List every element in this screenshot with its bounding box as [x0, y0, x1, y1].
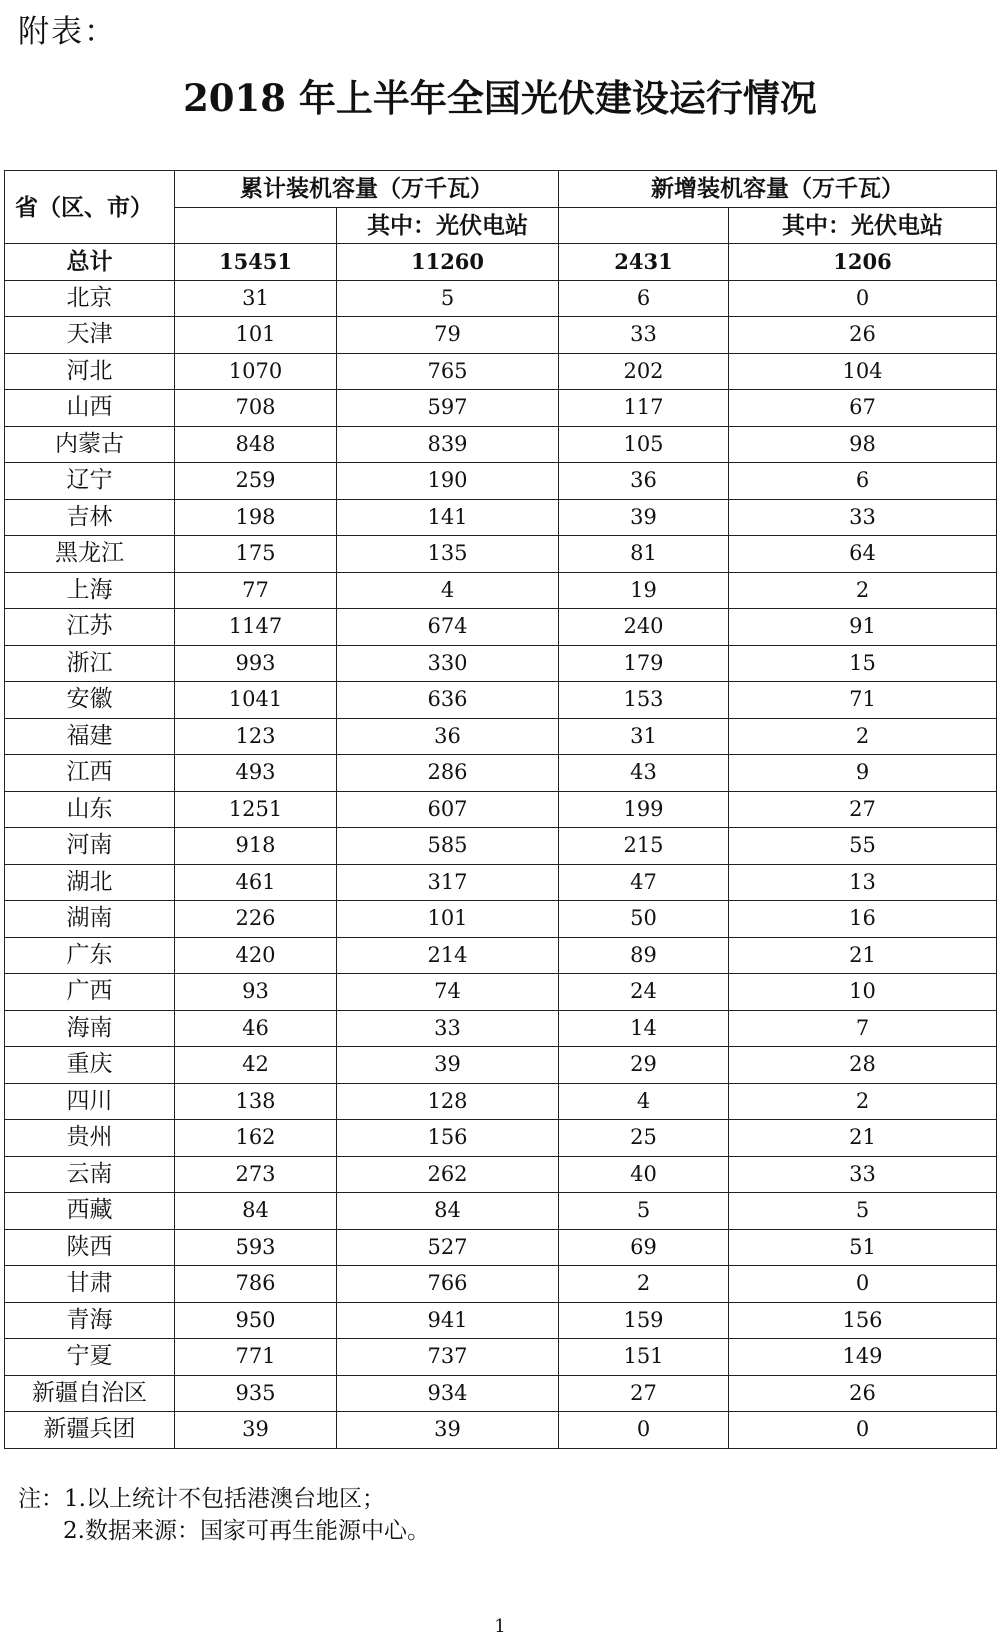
cumulative-pv-station: 585	[337, 828, 559, 865]
new-pv-station: 0	[729, 1412, 997, 1449]
cumulative-pv-station: 765	[337, 353, 559, 390]
table-row	[5, 901, 997, 938]
new-pv-station: 15	[729, 645, 997, 682]
new-capacity: 69	[559, 1229, 729, 1266]
table-row	[5, 791, 997, 828]
new-pv-station: 0	[729, 1266, 997, 1303]
subheader-blank-new	[559, 207, 729, 244]
cumulative-capacity: 593	[175, 1229, 337, 1266]
table-row	[5, 536, 997, 573]
province-name: 福建	[5, 718, 175, 755]
table-row	[5, 1193, 997, 1230]
province-name: 四川	[5, 1083, 175, 1120]
cumulative-pv-station: 330	[337, 645, 559, 682]
table-row	[5, 1375, 997, 1412]
province-name: 湖北	[5, 864, 175, 901]
new-capacity: 36	[559, 463, 729, 500]
cumulative-capacity: 950	[175, 1302, 337, 1339]
province-name: 内蒙古	[5, 426, 175, 463]
cumulative-pv-station: 74	[337, 974, 559, 1011]
table-row	[5, 645, 997, 682]
table-row	[5, 718, 997, 755]
cumulative-pv-station: 128	[337, 1083, 559, 1120]
cumulative-capacity: 708	[175, 390, 337, 427]
table-row	[5, 1266, 997, 1303]
new-capacity: 14	[559, 1010, 729, 1047]
total-new: 2431	[559, 244, 729, 281]
province-name: 黑龙江	[5, 536, 175, 573]
table-row	[5, 1047, 997, 1084]
new-capacity: 40	[559, 1156, 729, 1193]
table-row	[5, 937, 997, 974]
cumulative-capacity: 1251	[175, 791, 337, 828]
cumulative-pv-station: 286	[337, 755, 559, 792]
header-new: 新增装机容量（万千瓦）	[559, 171, 997, 208]
cumulative-capacity: 42	[175, 1047, 337, 1084]
table-row	[5, 353, 997, 390]
cumulative-capacity: 93	[175, 974, 337, 1011]
new-capacity: 50	[559, 901, 729, 938]
cumulative-capacity: 123	[175, 718, 337, 755]
cumulative-capacity: 918	[175, 828, 337, 865]
new-capacity: 117	[559, 390, 729, 427]
header-cumulative: 累计装机容量（万千瓦）	[175, 171, 559, 208]
new-capacity: 5	[559, 1193, 729, 1230]
province-name: 陕西	[5, 1229, 175, 1266]
province-name: 上海	[5, 572, 175, 609]
new-pv-station: 13	[729, 864, 997, 901]
cumulative-capacity: 461	[175, 864, 337, 901]
new-pv-station: 9	[729, 755, 997, 792]
cumulative-capacity: 848	[175, 426, 337, 463]
cumulative-capacity: 1041	[175, 682, 337, 719]
new-capacity: 4	[559, 1083, 729, 1120]
province-name: 吉林	[5, 499, 175, 536]
subheader-pv-station-new: 其中：光伏电站	[729, 207, 997, 244]
cumulative-capacity: 162	[175, 1120, 337, 1157]
new-pv-station: 64	[729, 536, 997, 573]
cumulative-capacity: 1147	[175, 609, 337, 646]
new-pv-station: 55	[729, 828, 997, 865]
table-row	[5, 1120, 997, 1157]
province-name: 甘肃	[5, 1266, 175, 1303]
cumulative-pv-station: 597	[337, 390, 559, 427]
new-capacity: 43	[559, 755, 729, 792]
cumulative-capacity: 77	[175, 572, 337, 609]
cumulative-pv-station: 84	[337, 1193, 559, 1230]
new-pv-station: 2	[729, 718, 997, 755]
cumulative-capacity: 101	[175, 317, 337, 354]
cumulative-pv-station: 39	[337, 1412, 559, 1449]
new-pv-station: 26	[729, 1375, 997, 1412]
table-row	[5, 1229, 997, 1266]
table-row	[5, 1302, 997, 1339]
new-capacity: 179	[559, 645, 729, 682]
cumulative-pv-station: 214	[337, 937, 559, 974]
pv-capacity-table	[4, 170, 997, 1449]
footnote-2: 2.数据来源：国家可再生能源中心。	[63, 1518, 430, 1544]
cumulative-capacity: 993	[175, 645, 337, 682]
new-pv-station: 5	[729, 1193, 997, 1230]
cumulative-capacity: 84	[175, 1193, 337, 1230]
province-name: 安徽	[5, 682, 175, 719]
subheader-blank-cumulative	[175, 207, 337, 244]
table-header-row	[5, 171, 997, 208]
cumulative-pv-station: 674	[337, 609, 559, 646]
cumulative-pv-station: 36	[337, 718, 559, 755]
new-pv-station: 0	[729, 280, 997, 317]
table-row	[5, 828, 997, 865]
new-capacity: 6	[559, 280, 729, 317]
cumulative-capacity: 786	[175, 1266, 337, 1303]
cumulative-pv-station: 5	[337, 280, 559, 317]
table-row	[5, 1339, 997, 1376]
cumulative-capacity: 259	[175, 463, 337, 500]
province-name: 山西	[5, 390, 175, 427]
table-row	[5, 682, 997, 719]
province-name: 青海	[5, 1302, 175, 1339]
cumulative-pv-station: 156	[337, 1120, 559, 1157]
cumulative-capacity: 420	[175, 937, 337, 974]
new-pv-station: 21	[729, 1120, 997, 1157]
new-capacity: 215	[559, 828, 729, 865]
new-capacity: 81	[559, 536, 729, 573]
cumulative-capacity: 138	[175, 1083, 337, 1120]
new-capacity: 19	[559, 572, 729, 609]
table-row	[5, 864, 997, 901]
cumulative-capacity: 273	[175, 1156, 337, 1193]
province-name: 江西	[5, 755, 175, 792]
cumulative-pv-station: 33	[337, 1010, 559, 1047]
new-capacity: 0	[559, 1412, 729, 1449]
cumulative-pv-station: 934	[337, 1375, 559, 1412]
total-cumulative-pv: 11260	[337, 244, 559, 281]
table-row	[5, 280, 997, 317]
cumulative-pv-station: 527	[337, 1229, 559, 1266]
page-title: 2018 年上半年全国光伏建设运行情况	[183, 76, 817, 120]
cumulative-capacity: 175	[175, 536, 337, 573]
table-row	[5, 1010, 997, 1047]
new-pv-station: 28	[729, 1047, 997, 1084]
total-cumulative: 15451	[175, 244, 337, 281]
table-row	[5, 463, 997, 500]
cumulative-pv-station: 317	[337, 864, 559, 901]
new-capacity: 39	[559, 499, 729, 536]
province-name: 浙江	[5, 645, 175, 682]
new-capacity: 240	[559, 609, 729, 646]
cumulative-pv-station: 190	[337, 463, 559, 500]
cumulative-capacity: 31	[175, 280, 337, 317]
table-row	[5, 609, 997, 646]
total-label: 总计	[5, 244, 175, 281]
cumulative-capacity: 1070	[175, 353, 337, 390]
cumulative-capacity: 46	[175, 1010, 337, 1047]
new-pv-station: 27	[729, 791, 997, 828]
new-pv-station: 91	[729, 609, 997, 646]
subheader-pv-station-cumulative: 其中：光伏电站	[337, 207, 559, 244]
new-pv-station: 33	[729, 1156, 997, 1193]
cumulative-pv-station: 766	[337, 1266, 559, 1303]
new-capacity: 27	[559, 1375, 729, 1412]
new-pv-station: 16	[729, 901, 997, 938]
page-number: 1	[494, 1616, 506, 1637]
attachment-label: 附表：	[18, 14, 117, 50]
new-capacity: 159	[559, 1302, 729, 1339]
new-pv-station: 2	[729, 1083, 997, 1120]
table-row-total	[5, 244, 997, 281]
province-name: 新疆兵团	[5, 1412, 175, 1449]
table-row	[5, 1083, 997, 1120]
province-name: 宁夏	[5, 1339, 175, 1376]
cumulative-pv-station: 141	[337, 499, 559, 536]
province-name: 海南	[5, 1010, 175, 1047]
new-capacity: 25	[559, 1120, 729, 1157]
new-capacity: 29	[559, 1047, 729, 1084]
new-pv-station: 149	[729, 1339, 997, 1376]
new-capacity: 31	[559, 718, 729, 755]
new-pv-station: 98	[729, 426, 997, 463]
new-pv-station: 26	[729, 317, 997, 354]
new-pv-station: 6	[729, 463, 997, 500]
province-name: 贵州	[5, 1120, 175, 1157]
new-pv-station: 10	[729, 974, 997, 1011]
cumulative-pv-station: 262	[337, 1156, 559, 1193]
footnotes	[18, 1483, 430, 1547]
cumulative-pv-station: 607	[337, 791, 559, 828]
province-name: 广东	[5, 937, 175, 974]
province-name: 重庆	[5, 1047, 175, 1084]
table-row	[5, 974, 997, 1011]
cumulative-capacity: 771	[175, 1339, 337, 1376]
province-name: 天津	[5, 317, 175, 354]
province-name: 山东	[5, 791, 175, 828]
new-capacity: 199	[559, 791, 729, 828]
new-pv-station: 71	[729, 682, 997, 719]
cumulative-pv-station: 39	[337, 1047, 559, 1084]
new-capacity: 89	[559, 937, 729, 974]
province-name: 辽宁	[5, 463, 175, 500]
new-capacity: 24	[559, 974, 729, 1011]
new-pv-station: 67	[729, 390, 997, 427]
cumulative-pv-station: 101	[337, 901, 559, 938]
new-pv-station: 51	[729, 1229, 997, 1266]
cumulative-pv-station: 941	[337, 1302, 559, 1339]
province-name: 新疆自治区	[5, 1375, 175, 1412]
province-name: 云南	[5, 1156, 175, 1193]
header-region: 省（区、市）	[5, 171, 175, 244]
province-name: 湖南	[5, 901, 175, 938]
cumulative-pv-station: 135	[337, 536, 559, 573]
new-pv-station: 7	[729, 1010, 997, 1047]
new-capacity: 2	[559, 1266, 729, 1303]
table-row	[5, 499, 997, 536]
province-name: 河北	[5, 353, 175, 390]
new-pv-station: 104	[729, 353, 997, 390]
new-capacity: 202	[559, 353, 729, 390]
table-row	[5, 1156, 997, 1193]
cumulative-capacity: 198	[175, 499, 337, 536]
new-pv-station: 156	[729, 1302, 997, 1339]
new-capacity: 33	[559, 317, 729, 354]
cumulative-pv-station: 4	[337, 572, 559, 609]
new-capacity: 153	[559, 682, 729, 719]
cumulative-pv-station: 636	[337, 682, 559, 719]
cumulative-capacity: 39	[175, 1412, 337, 1449]
cumulative-capacity: 935	[175, 1375, 337, 1412]
new-pv-station: 2	[729, 572, 997, 609]
table-row	[5, 317, 997, 354]
table-row	[5, 390, 997, 427]
table-row	[5, 572, 997, 609]
province-name: 广西	[5, 974, 175, 1011]
new-pv-station: 33	[729, 499, 997, 536]
new-capacity: 47	[559, 864, 729, 901]
province-name: 北京	[5, 280, 175, 317]
province-name: 河南	[5, 828, 175, 865]
new-pv-station: 21	[729, 937, 997, 974]
cumulative-capacity: 226	[175, 901, 337, 938]
new-capacity: 105	[559, 426, 729, 463]
table-row	[5, 426, 997, 463]
table-row	[5, 1412, 997, 1449]
province-name: 西藏	[5, 1193, 175, 1230]
cumulative-pv-station: 839	[337, 426, 559, 463]
new-capacity: 151	[559, 1339, 729, 1376]
cumulative-pv-station: 79	[337, 317, 559, 354]
cumulative-capacity: 493	[175, 755, 337, 792]
table-row	[5, 755, 997, 792]
province-name: 江苏	[5, 609, 175, 646]
footnote-1: 注：1.以上统计不包括港澳台地区；	[18, 1486, 385, 1512]
cumulative-pv-station: 737	[337, 1339, 559, 1376]
total-new-pv: 1206	[729, 244, 997, 281]
